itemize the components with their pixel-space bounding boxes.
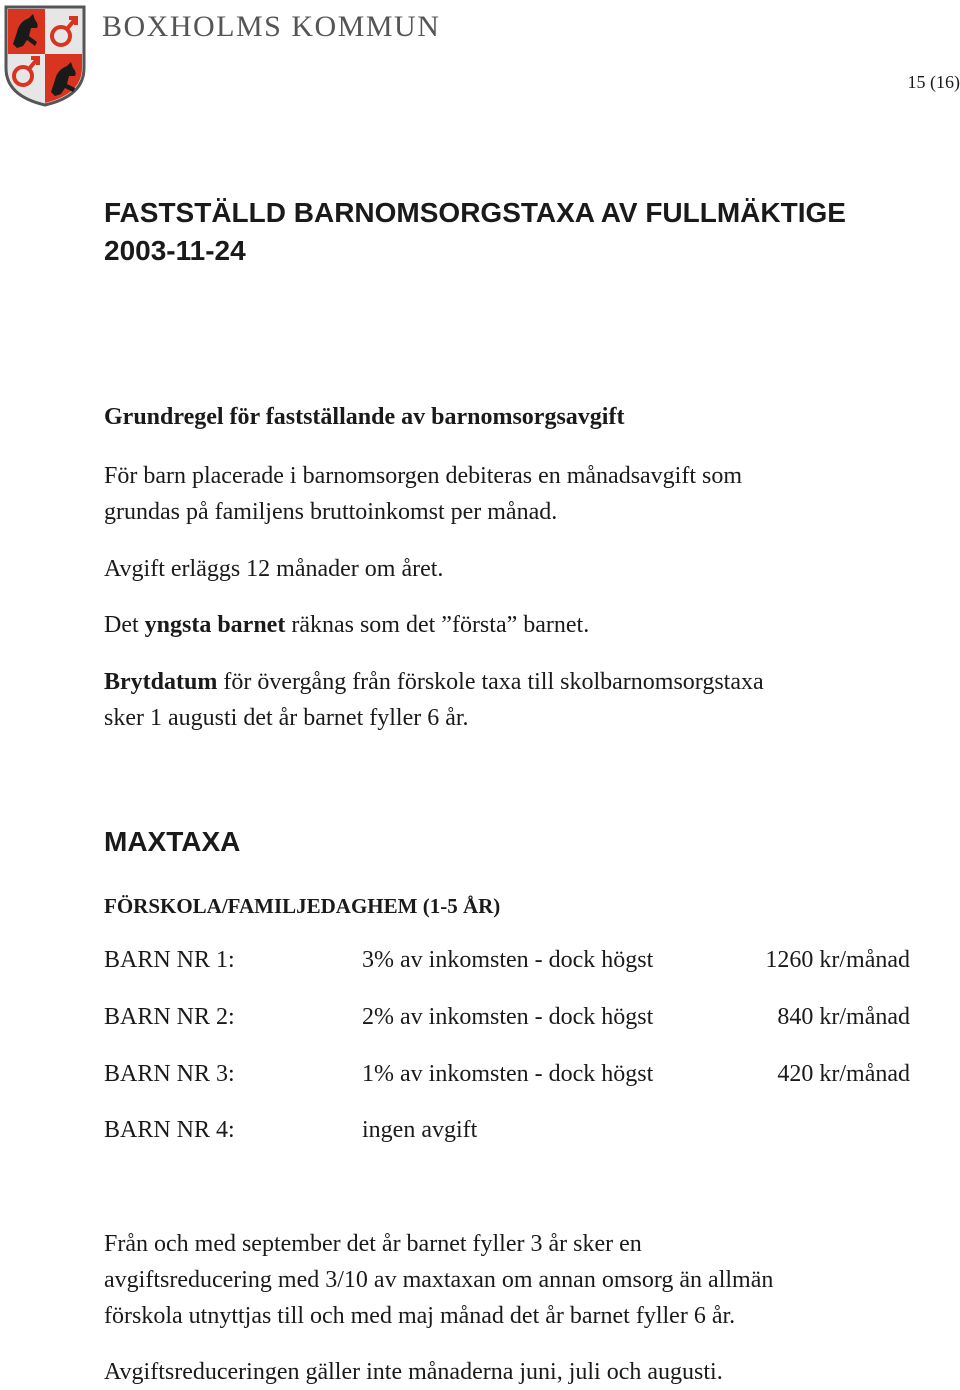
fee-table-row — [104, 999, 924, 1035]
fee-table-row — [104, 1056, 924, 1092]
maxtaxa-heading: MAXTAXA — [104, 826, 241, 857]
municipality-crest-logo — [3, 4, 87, 108]
fee-rule-text: ingen avgift — [362, 1117, 478, 1143]
page-number: 15 (16) — [907, 72, 960, 92]
avgiftsreducering-paragraph — [104, 1226, 773, 1334]
text-line — [104, 607, 589, 643]
text-line: För barn placerade i barnomsorgen debiteras en månadsavgift som — [104, 463, 743, 489]
fee-max-amount: 840 kr/månad — [777, 1004, 910, 1030]
text-line — [104, 664, 764, 700]
grundregel-paragraph-2 — [104, 551, 443, 587]
text-line: Avgift erläggs 12 månader om året. — [104, 556, 444, 582]
text-line: Avgiftsreduceringen gäller inte månaderna juni, juli och augusti. — [104, 1359, 723, 1385]
document-title — [104, 194, 846, 270]
text-run: räknas som det ”första” barnet. — [285, 612, 590, 638]
fee-rule-text: 3% av inkomsten - dock högst — [362, 947, 654, 973]
text-run: för övergång från förskole taxa till skolbarnomsorgstaxa — [217, 669, 764, 695]
document-date: 2003-11-24 — [104, 235, 246, 266]
fee-table-row — [104, 942, 924, 978]
text-line: Från och med september det år barnet fyller 3 år sker en — [104, 1231, 642, 1257]
grundregel-paragraph-4 — [104, 664, 764, 736]
text-line: grundas på familjens bruttoinkomst per månad. — [104, 499, 558, 525]
child-number-label: BARN NR 2: — [104, 1004, 235, 1030]
avgiftsreducering-exception-paragraph — [104, 1354, 723, 1390]
child-number-label: BARN NR 4: — [104, 1117, 235, 1143]
emphasis-text: yngsta barnet — [144, 612, 286, 638]
text-line: förskola utnyttjas till och med maj månad det år barnet fyller 6 år. — [104, 1303, 736, 1329]
text-line: sker 1 augusti det år barnet fyller 6 år. — [104, 705, 469, 731]
grundregel-paragraph-1 — [104, 458, 742, 530]
child-number-label: BARN NR 3: — [104, 1061, 235, 1087]
organization-name: BOXHOLMS KOMMUN — [102, 10, 441, 43]
forskola-subheading: FÖRSKOLA/FAMILJEDAGHEM (1-5 ÅR) — [104, 894, 501, 918]
text-run: Det — [104, 612, 145, 638]
text-line: avgiftsreducering med 3/10 av maxtaxan om annan omsorg än allmän — [104, 1267, 774, 1293]
fee-table-row — [104, 1112, 924, 1148]
fee-rule-text: 1% av inkomsten - dock högst — [362, 1061, 654, 1087]
fee-max-amount: 1260 kr/månad — [765, 947, 910, 973]
fee-max-amount: 420 kr/månad — [777, 1061, 910, 1087]
document-title-line: FASTSTÄLLD BARNOMSORGSTAXA AV FULLMÄKTIGE — [104, 197, 846, 228]
child-number-label: BARN NR 1: — [104, 947, 235, 973]
grundregel-paragraph-3 — [104, 607, 589, 643]
fee-rule-text: 2% av inkomsten - dock högst — [362, 1004, 654, 1030]
emphasis-text: Brytdatum — [104, 669, 218, 695]
grundregel-heading: Grundregel för fastställande av barnomsorgsavgift — [104, 404, 625, 430]
